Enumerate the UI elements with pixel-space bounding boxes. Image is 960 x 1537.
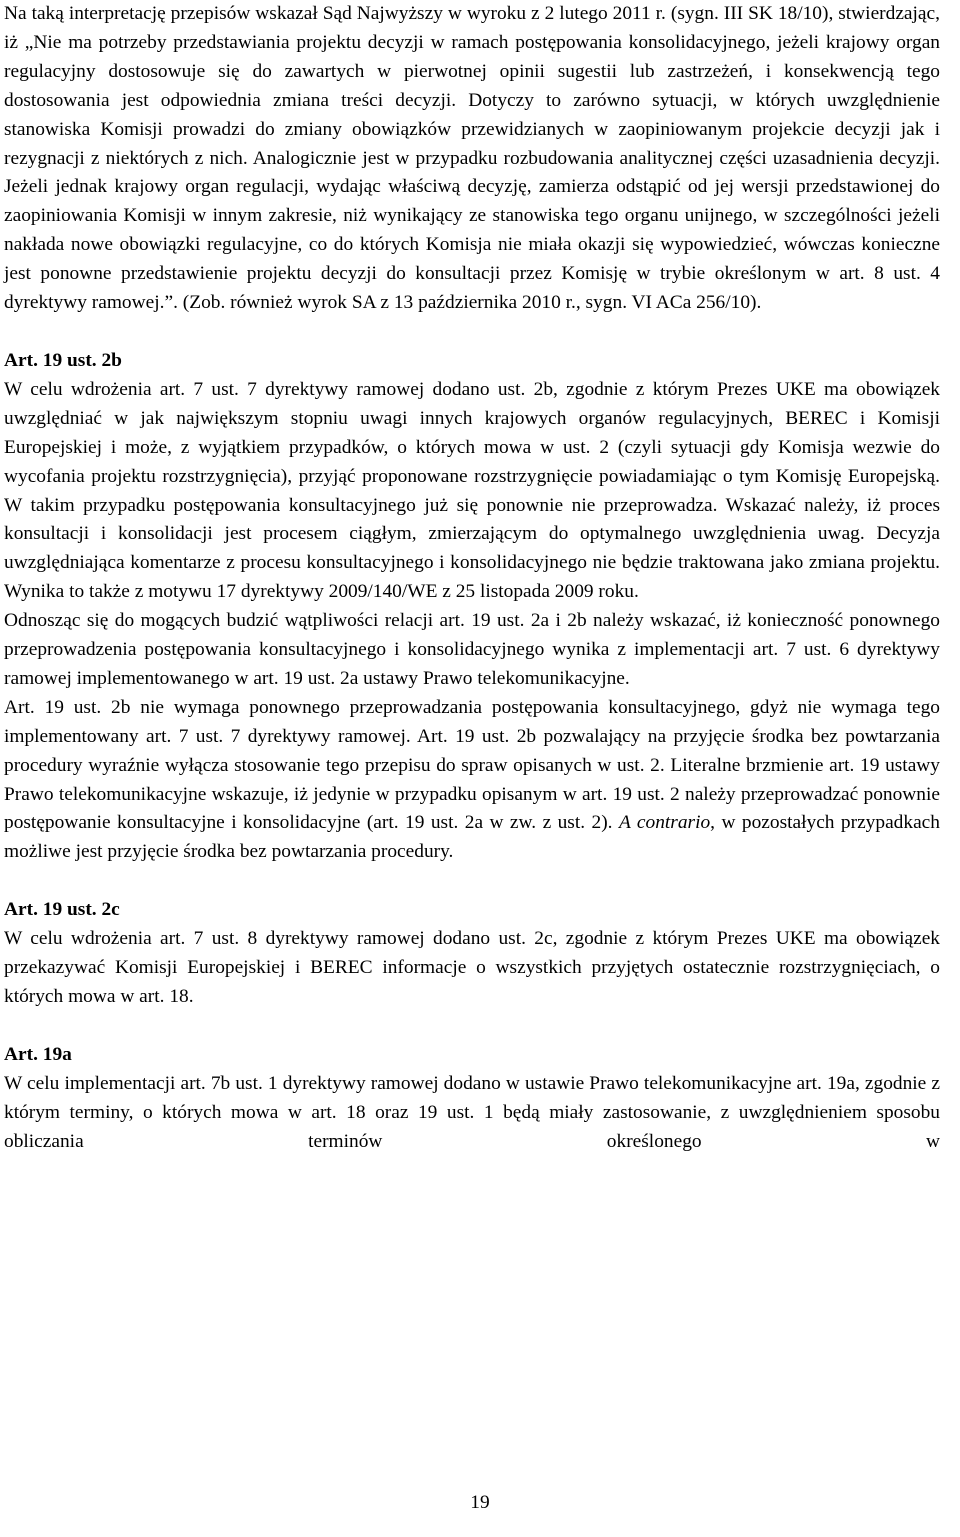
heading-art-19-ust-2c: Art. 19 ust. 2c: [4, 899, 120, 921]
paragraph-art-19a: W celu implementacji art. 7b ust. 1 dyrektywy ramowej dodano w ustawie Prawo telekomunikacyjne art. 19a, zgodnie z którym terminy, o których mowa w art. 18 oraz 19 ust. 1 będą miały zastosowanie, z uwzględnieniem sposobu obliczania terminów określonego w: [4, 1072, 940, 1152]
heading-art-19-ust-2b: Art. 19 ust. 2b: [4, 349, 122, 371]
paragraph-art-19-ust-2b: W celu wdrożenia art. 7 ust. 7 dyrektywy ramowej dodano ust. 2b, zgodnie z którym Prezes UKE ma obowiązek uwzględniać w jak największym stopniu uwagi innych krajowych organów regulacyjnych, BEREC i Komisji Europejskiej i może, z wyjątkiem przypadków, o których mowa w ust. 2 (czyli sytuacji gdy Komisja wezwie do wycofania projektu rozstrzygnięcia), przyjąć proponowane rozstrzygnięcie powiadamiając o tym Komisję Europejską. W takim przypadku postępowania konsultacyjnego już się ponownie nie przeprowadza. Wskazać należy, iż proces konsultacji i konsolidacji jest procesem ciągłym, zmierzającym do optymalnego uwzględnienia uwag. Decyzja uwzględniająca komentarze z procesu konsultacyjnego i konsolidacyjnego nie będzie traktowana jako zmiana projektu. Wynika to także z motywu 17 dyrektywy 2009/140/WE z 25 listopada 2009 roku.: [4, 378, 940, 603]
document-page: [4, 0, 940, 1157]
paragraph-supreme-court-ruling: Na taką interpretację przepisów wskazał Sąd Najwyższy w wyroku z 2 lutego 2011 r. (sygn. III SK 18/10), stwierdzając, iż „Nie ma potrzeby przedstawiania projektu decyzji w ramach postępowania konsolidacyjnego, jeżeli krajowy organ regulacyjny dostosowuje się do zawartych w pierwotnej opinii sugestii lub zastrzeżeń, i konsekwencją tego dostosowania jest odpowiednia zmiana treści decyzji. Dotyczy to zarówno sytuacji, w których uwzględnienie stanowiska Komisji prowadzi do zmiany obowiązków przewidzianych w zaopiniowanym projekcie decyzji jak i rezygnacji z niektórych z nich. Analogicznie jest w przypadku rozbudowania analitycznej części uzasadnienia decyzji. Jeżeli jednak krajowy organ regulacji, wydając właściwą decyzję, zamierza odstąpić od jej wersji przedstawionej do zaopiniowania Komisji w innym zakresie, niż wynikający ze stanowiska tego organu unijnego, w szczególności jeżeli nakłada nowe obowiązki regulacyjne, co do których Komisja nie miała okazji się wypowiedzieć, wówczas konieczne jest ponowne przedstawienie projektu decyzji do konsultacji przez Komisję w trybie określonym w art. 8 ust. 4 dyrektywy ramowej.”. (Zob. również wyrok SA z 13 października 2010 r., sygn. VI ACa 256/10).: [4, 3, 940, 314]
page-number: 19: [470, 1492, 490, 1513]
paragraph-relation-2a-2b: Odnosząc się do mogących budzić wątpliwości relacji art. 19 ust. 2a i 2b należy wskazać, iż konieczność ponownego przeprowadzenia postępowania konsultacyjnego i konsolidacyjnego wynika z implementacji art. 7 ust. 6 dyrektywy ramowej implementowanego w art. 19 ust. 2a ustawy Prawo telekomunikacyjne.: [4, 610, 940, 689]
paragraph-art-19-ust-2b-consultation: [4, 694, 940, 867]
a-contrario-term: A contrario: [618, 812, 711, 834]
heading-art-19a: Art. 19a: [4, 1043, 72, 1065]
paragraph-art-19-ust-2c: W celu wdrożenia art. 7 ust. 8 dyrektywy ramowej dodano ust. 2c, zgodnie z którym Prezes UKE ma obowiązek przekazywać Komisji Europejskiej i BEREC informacje o wszystkich przyjętych ostatecznie rozstrzygnięciach, o których mowa w art. 18.: [4, 928, 940, 1007]
paragraph-art-19-ust-2b-consultation-text: Art. 19 ust. 2b nie wymaga ponownego przeprowadzania postępowania konsultacyjnego, gdyż nie wymaga tego implementowany art. 7 ust. 7 dyrektywy ramowej. Art. 19 ust. 2b pozwalający na przyjęcie środka bez powtarzania procedury wyraźnie wyłącza stosowanie tego przepisu do spraw opisanych w ust. 2. Literalne brzmienie art. 19 ustawy Prawo telekomunikacyjne wskazuje, iż jedynie w przypadku opisanym w art. 19 ust. 2 należy przeprowadzać ponownie postępowanie konsultacyjne i konsolidacyjne (art. 19 ust. 2a w zw. z ust. 2).: [4, 696, 940, 834]
a-contrario-rest: , w pozostałych przypadkach możliwe jest przyjęcie środka bez powtarzania procedury.: [4, 812, 940, 863]
